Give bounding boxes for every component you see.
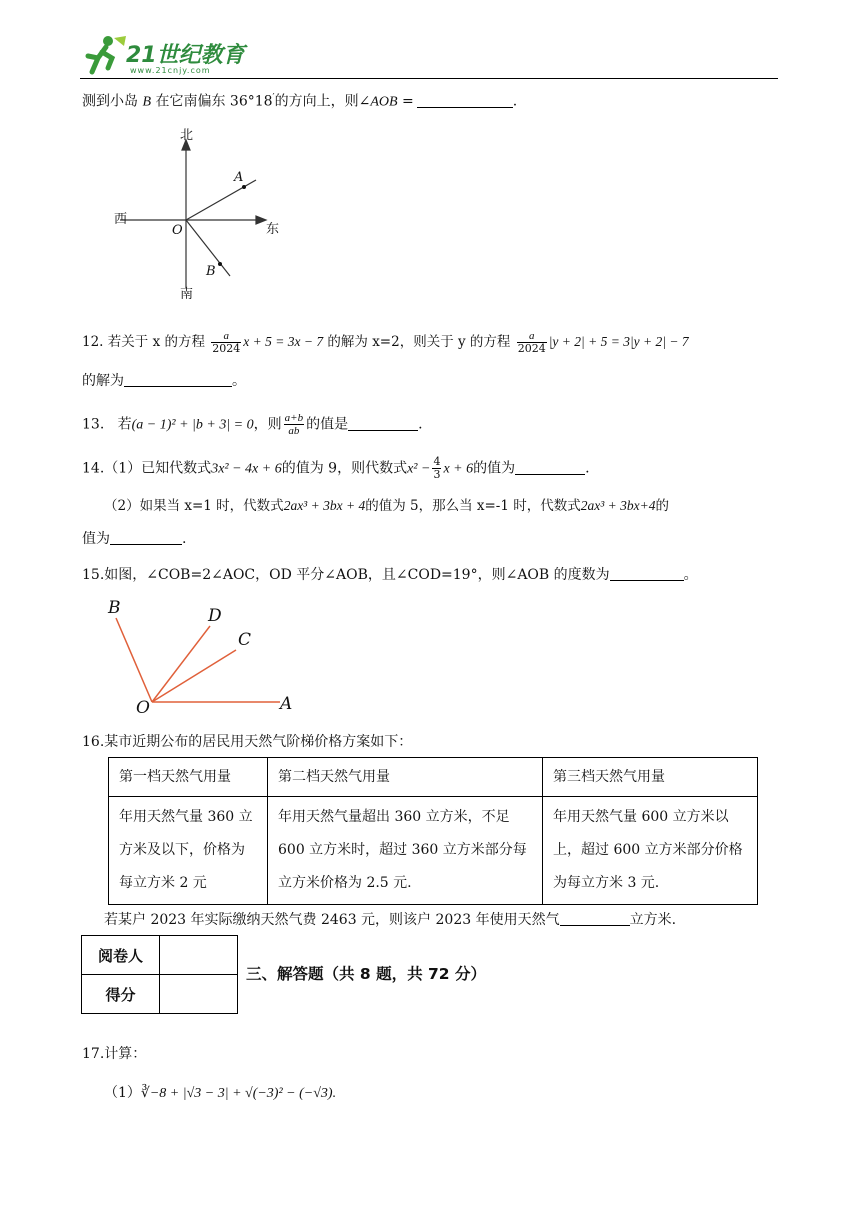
compass-point-b: B: [206, 264, 216, 279]
q12-line2: 的解为 。: [82, 373, 246, 389]
answer-blank: [610, 566, 684, 581]
table-header: 第二档天然气用量: [268, 758, 543, 797]
table-cell: 年用天然气量 360 立 方米及以下，价格为 每立方米 2 元: [109, 797, 268, 905]
angle-rays-figure: [100, 596, 300, 722]
q16-after: 若某户 2023 年实际缴纳天然气费 2463 元，则该户 2023 年使用天然气 立方米.: [104, 912, 677, 928]
logo-runner-icon: [78, 34, 128, 76]
table-cell: 年用天然气量 600 立方米以 上，超过 600 立方米部分价格 为每立方米 3 元.: [543, 797, 758, 905]
answer-blank: [124, 372, 232, 387]
answer-blank: [515, 460, 585, 475]
compass-point-a: A: [234, 170, 244, 185]
compass-origin: O: [172, 223, 183, 238]
logo-url: www.21cnjy.com: [130, 66, 211, 75]
q16-text: 16.某市近期公布的居民用天然气阶梯价格方案如下：: [82, 734, 413, 750]
gas-price-table: [108, 757, 758, 905]
logo-text: 21世纪教育: [126, 43, 245, 68]
q14-part1: 14.（1）已知代数式3x² − 4x + 6的值为 9，则代数式x² − $\frac{4}{3}$ x + 6的值为 .: [82, 455, 590, 481]
ray-label-d: D: [208, 606, 222, 626]
ray-label-b: B: [108, 598, 121, 618]
compass-south: 南: [180, 287, 194, 302]
compass-figure: [108, 126, 288, 306]
q14-part2-line1: （2）如果当 x=1 时，代数式2ax³ + 3bx + 4的值为 5，那么当 x=-1 时，代数式2ax³ + 3bx+4的: [104, 498, 670, 514]
ray-label-a: A: [280, 694, 293, 714]
ray-label-o: O: [136, 698, 150, 718]
compass-north: 北: [180, 128, 194, 143]
q11-text: 测到小岛 B 在它南偏东 36°18′的方向上，则∠AOB = .: [82, 93, 518, 110]
q12-line1: 12. 若关于 x 的方程 $\frac{a}{2024}$ x + 5 = 3x − 7 的解为 x=2，则关于 y 的方程 $\frac{a}{2024}$ |y + 2| + 5 = 3|y + 2| − 7: [82, 330, 689, 355]
answer-blank: [417, 93, 513, 108]
answer-blank: [348, 416, 418, 431]
section-title: 三、解答题（共 8 题，共 72 分）: [246, 965, 486, 983]
q17-text: 17.计算：: [82, 1046, 147, 1062]
q17-part1: （1）∛−8 + |√3 − 3| + √(−3)² − (−√3).: [104, 1085, 337, 1101]
compass-west: 西: [114, 212, 128, 227]
table-cell: 年用天然气量超出 360 立方米，不足 600 立方米时，超过 360 立方米部分每 立方米价格为 2.5 元.: [268, 797, 543, 905]
score-cell: [160, 975, 238, 1014]
answer-blank: [560, 911, 630, 926]
q14-part2-line2: 值为 .: [82, 531, 187, 547]
score-box: [81, 935, 238, 1014]
table-header: 第一档天然气用量: [109, 758, 268, 797]
q15-text: 15.如图，∠COB=2∠AOC，OD 平分∠AOB，且∠COD=19°，则∠AOB 的度数为 。: [82, 567, 698, 583]
header-rule: [80, 78, 778, 79]
grader-cell: [160, 936, 238, 975]
compass-east: 东: [266, 222, 280, 237]
q13-text: 13. 若(a − 1)² + |b + 3| = 0，则 $\frac{a+b}{ab}$ 的值是 .: [82, 412, 423, 437]
table-header: 第三档天然气用量: [543, 758, 758, 797]
ray-label-c: C: [238, 630, 252, 650]
grader-label: 阅卷人: [82, 936, 160, 975]
score-label: 得分: [82, 975, 160, 1014]
answer-blank: [110, 530, 182, 545]
